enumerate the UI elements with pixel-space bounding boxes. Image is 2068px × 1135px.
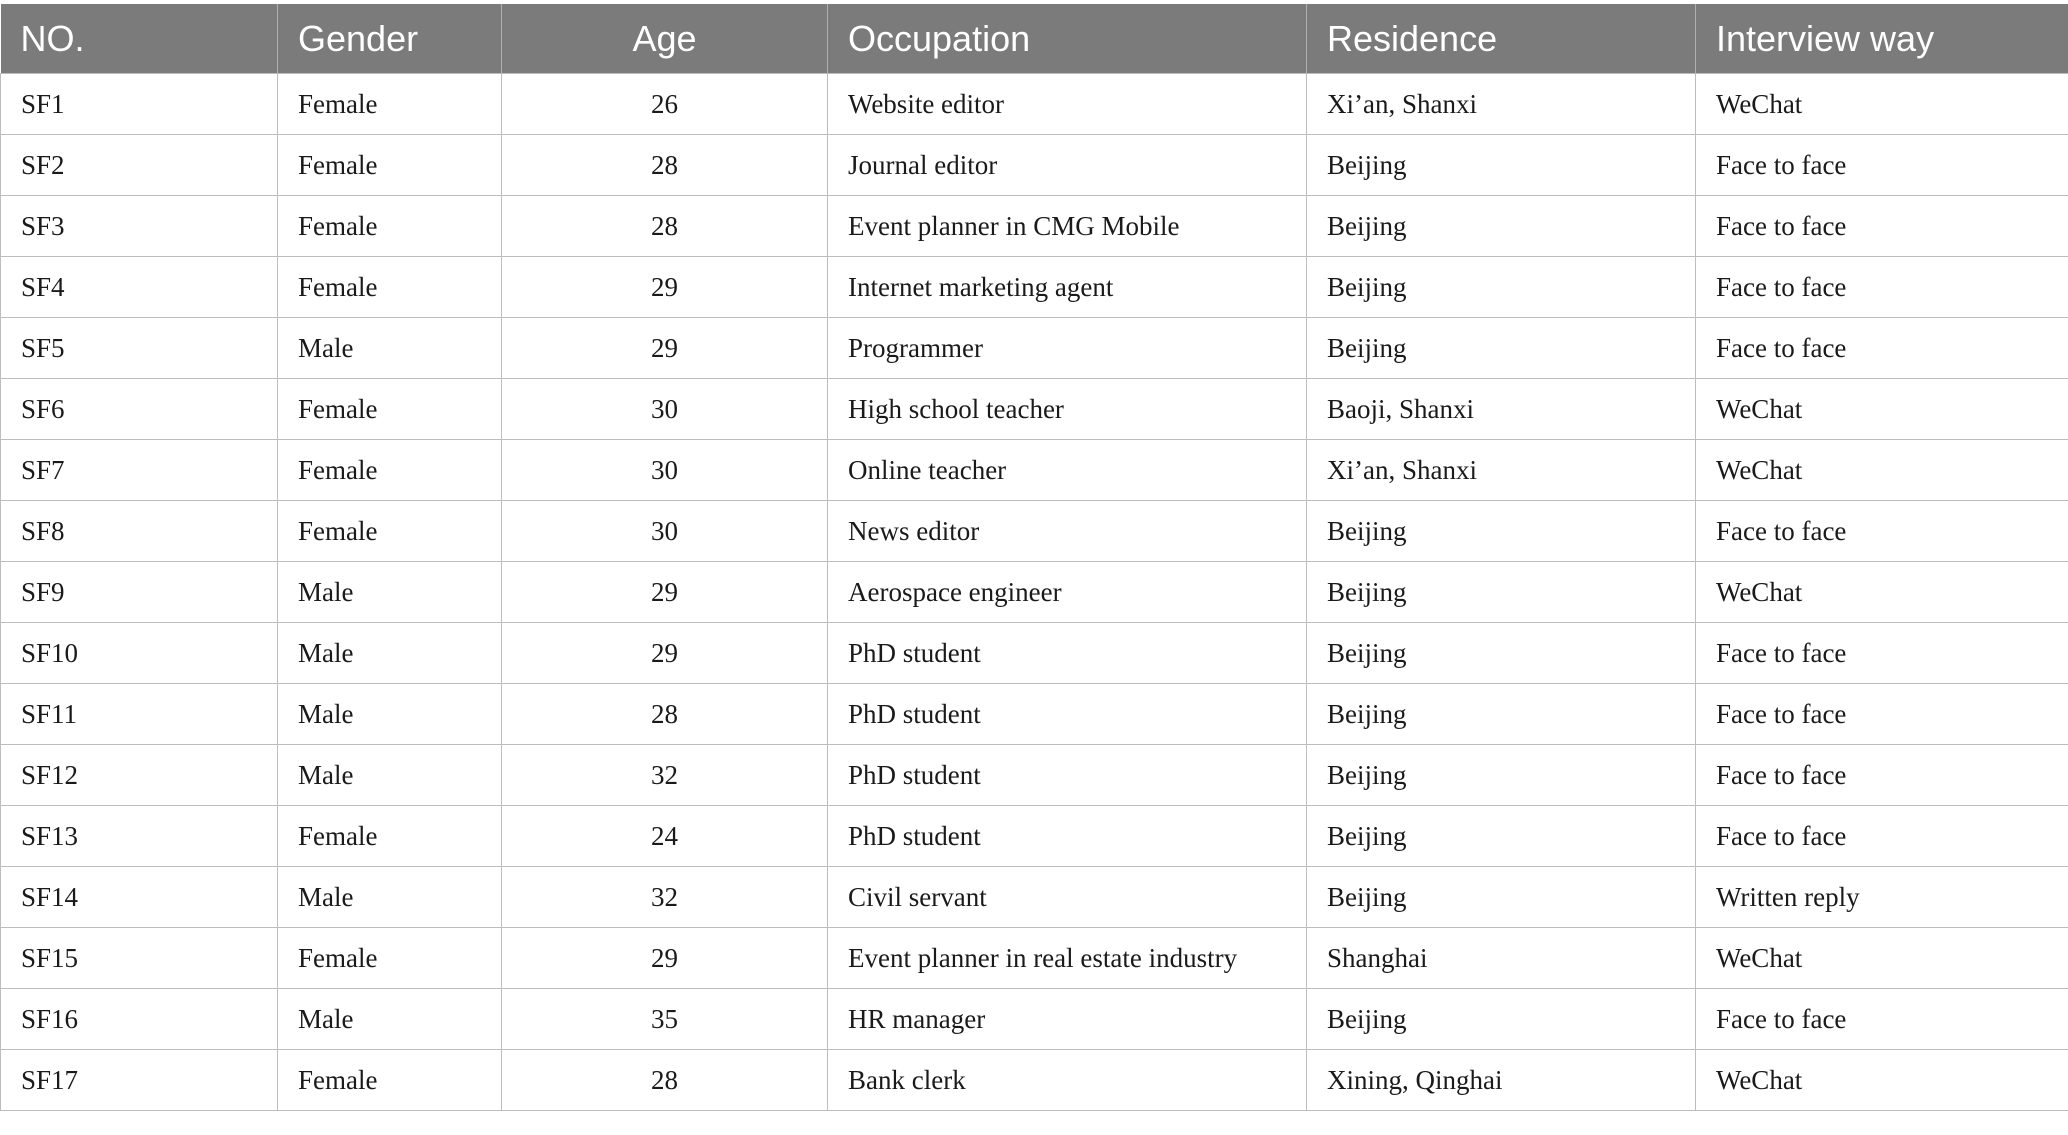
table-container (0, 4, 2068, 1111)
cell-age: 26 (502, 74, 828, 135)
table-row (1, 745, 2068, 806)
cell-age: 30 (502, 379, 828, 440)
cell-age: 28 (502, 196, 828, 257)
table-row (1, 196, 2068, 257)
cell-gender: Male (278, 745, 502, 806)
cell-residence: Beijing (1307, 196, 1696, 257)
cell-gender: Female (278, 501, 502, 562)
cell-no: SF7 (1, 440, 278, 501)
cell-interview-way: Face to face (1696, 684, 2068, 745)
cell-age: 29 (502, 562, 828, 623)
cell-residence: Xi’an, Shanxi (1307, 440, 1696, 501)
cell-occupation: Website editor (828, 74, 1307, 135)
header-residence: Residence (1307, 5, 1696, 74)
cell-age: 32 (502, 745, 828, 806)
cell-residence: Shanghai (1307, 928, 1696, 989)
cell-gender: Female (278, 196, 502, 257)
table-row (1, 806, 2068, 867)
cell-residence: Baoji, Shanxi (1307, 379, 1696, 440)
cell-age: 28 (502, 135, 828, 196)
cell-gender: Female (278, 135, 502, 196)
cell-occupation: Bank clerk (828, 1050, 1307, 1111)
cell-no: SF17 (1, 1050, 278, 1111)
table-row (1, 1050, 2068, 1111)
cell-no: SF4 (1, 257, 278, 318)
cell-age: 30 (502, 440, 828, 501)
cell-residence: Beijing (1307, 135, 1696, 196)
cell-no: SF14 (1, 867, 278, 928)
cell-no: SF11 (1, 684, 278, 745)
cell-interview-way: Face to face (1696, 318, 2068, 379)
cell-age: 28 (502, 684, 828, 745)
cell-age: 29 (502, 623, 828, 684)
cell-interview-way: Face to face (1696, 196, 2068, 257)
cell-age: 29 (502, 928, 828, 989)
cell-interview-way: Face to face (1696, 806, 2068, 867)
table-row (1, 440, 2068, 501)
cell-gender: Female (278, 440, 502, 501)
cell-occupation: Aerospace engineer (828, 562, 1307, 623)
cell-residence: Beijing (1307, 257, 1696, 318)
cell-interview-way: Face to face (1696, 623, 2068, 684)
participants-table (0, 4, 2068, 1111)
cell-interview-way: WeChat (1696, 74, 2068, 135)
cell-occupation: Event planner in CMG Mobile (828, 196, 1307, 257)
cell-residence: Beijing (1307, 989, 1696, 1050)
table-row (1, 135, 2068, 196)
header-interview-way: Interview way (1696, 5, 2068, 74)
cell-residence: Beijing (1307, 501, 1696, 562)
cell-no: SF10 (1, 623, 278, 684)
cell-no: SF12 (1, 745, 278, 806)
cell-age: 28 (502, 1050, 828, 1111)
cell-no: SF9 (1, 562, 278, 623)
cell-residence: Beijing (1307, 745, 1696, 806)
cell-no: SF2 (1, 135, 278, 196)
cell-gender: Female (278, 1050, 502, 1111)
cell-occupation: Civil servant (828, 867, 1307, 928)
table-row (1, 684, 2068, 745)
cell-age: 24 (502, 806, 828, 867)
cell-occupation: PhD student (828, 623, 1307, 684)
cell-gender: Female (278, 379, 502, 440)
header-row (1, 5, 2068, 74)
cell-no: SF8 (1, 501, 278, 562)
cell-no: SF3 (1, 196, 278, 257)
cell-residence: Beijing (1307, 562, 1696, 623)
cell-occupation: PhD student (828, 684, 1307, 745)
cell-occupation: Event planner in real estate industry (828, 928, 1307, 989)
table-row (1, 501, 2068, 562)
header-no: NO. (1, 5, 278, 74)
cell-age: 35 (502, 989, 828, 1050)
cell-residence: Xining, Qinghai (1307, 1050, 1696, 1111)
cell-residence: Beijing (1307, 318, 1696, 379)
cell-gender: Male (278, 867, 502, 928)
header-age: Age (502, 5, 828, 74)
cell-occupation: High school teacher (828, 379, 1307, 440)
cell-occupation: PhD student (828, 806, 1307, 867)
cell-age: 29 (502, 318, 828, 379)
cell-occupation: Online teacher (828, 440, 1307, 501)
cell-interview-way: WeChat (1696, 1050, 2068, 1111)
cell-interview-way: Face to face (1696, 501, 2068, 562)
table-row (1, 318, 2068, 379)
cell-residence: Beijing (1307, 623, 1696, 684)
cell-residence: Beijing (1307, 806, 1696, 867)
cell-no: SF15 (1, 928, 278, 989)
table-row (1, 623, 2068, 684)
cell-gender: Male (278, 684, 502, 745)
cell-interview-way: Face to face (1696, 745, 2068, 806)
cell-no: SF16 (1, 989, 278, 1050)
cell-gender: Male (278, 562, 502, 623)
cell-gender: Male (278, 623, 502, 684)
cell-interview-way: Face to face (1696, 989, 2068, 1050)
cell-gender: Female (278, 806, 502, 867)
cell-occupation: PhD student (828, 745, 1307, 806)
cell-occupation: Programmer (828, 318, 1307, 379)
table-row (1, 562, 2068, 623)
header-occupation: Occupation (828, 5, 1307, 74)
cell-interview-way: Face to face (1696, 257, 2068, 318)
cell-occupation: Journal editor (828, 135, 1307, 196)
cell-age: 30 (502, 501, 828, 562)
cell-no: SF5 (1, 318, 278, 379)
cell-interview-way: WeChat (1696, 379, 2068, 440)
table-row (1, 989, 2068, 1050)
cell-interview-way: WeChat (1696, 928, 2068, 989)
cell-age: 29 (502, 257, 828, 318)
cell-interview-way: Written reply (1696, 867, 2068, 928)
table-row (1, 928, 2068, 989)
header-gender: Gender (278, 5, 502, 74)
cell-occupation: News editor (828, 501, 1307, 562)
cell-residence: Xi’an, Shanxi (1307, 74, 1696, 135)
table-body (1, 74, 2068, 1111)
cell-occupation: HR manager (828, 989, 1307, 1050)
cell-no: SF1 (1, 74, 278, 135)
cell-no: SF13 (1, 806, 278, 867)
cell-interview-way: Face to face (1696, 135, 2068, 196)
cell-residence: Beijing (1307, 684, 1696, 745)
table-header (1, 5, 2068, 74)
cell-age: 32 (502, 867, 828, 928)
cell-gender: Male (278, 989, 502, 1050)
cell-no: SF6 (1, 379, 278, 440)
cell-interview-way: WeChat (1696, 440, 2068, 501)
cell-gender: Female (278, 74, 502, 135)
cell-gender: Female (278, 928, 502, 989)
table-row (1, 74, 2068, 135)
cell-interview-way: WeChat (1696, 562, 2068, 623)
cell-gender: Male (278, 318, 502, 379)
cell-residence: Beijing (1307, 867, 1696, 928)
table-row (1, 867, 2068, 928)
table-row (1, 257, 2068, 318)
cell-gender: Female (278, 257, 502, 318)
cell-occupation: Internet marketing agent (828, 257, 1307, 318)
table-row (1, 379, 2068, 440)
